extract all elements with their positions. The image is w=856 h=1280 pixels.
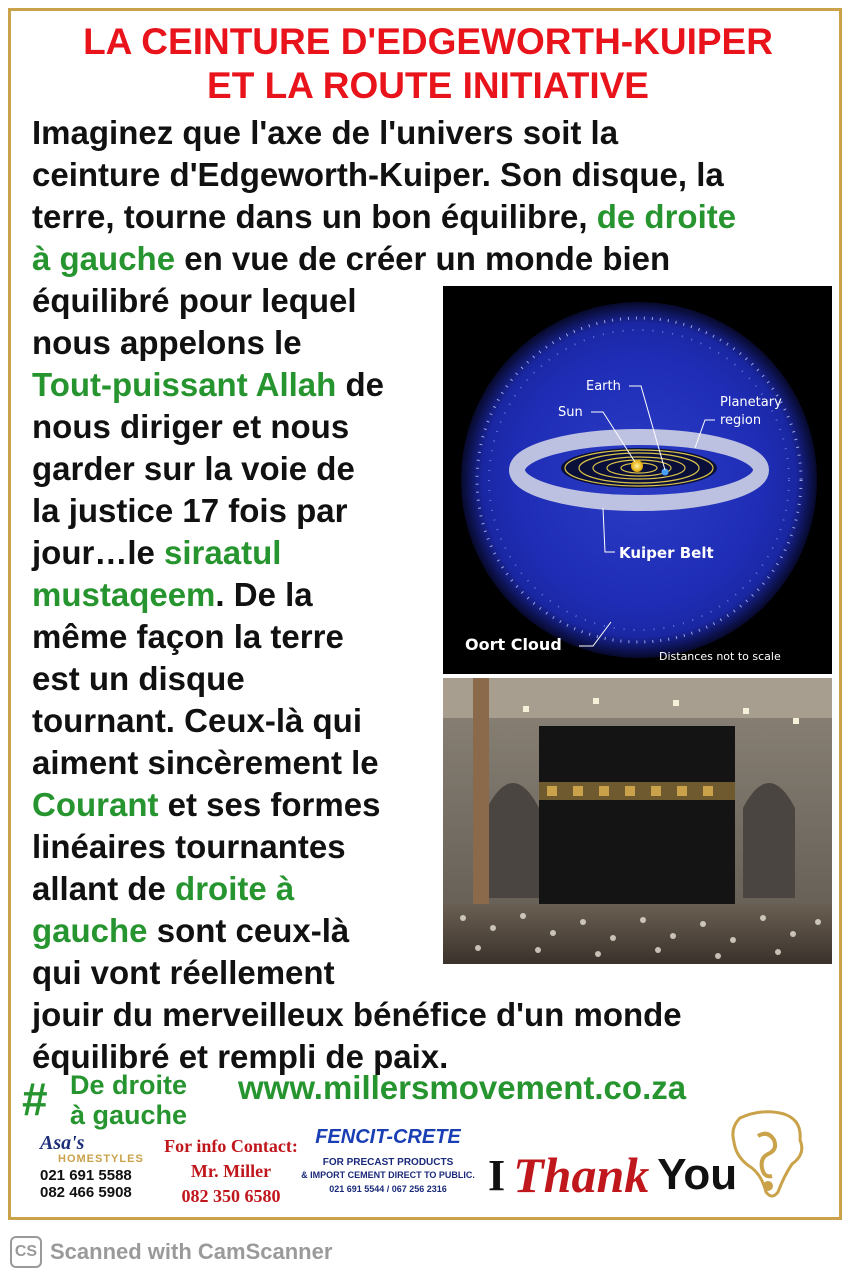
planetary-label: Planetary bbox=[720, 395, 782, 410]
kaaba bbox=[539, 726, 735, 914]
crowd bbox=[443, 904, 832, 964]
fencit-line-1: FOR PRECAST PRODUCTS bbox=[322, 1157, 454, 1168]
fencit-title: FENCIT-CRETE bbox=[315, 1126, 461, 1148]
contact-name: Mr. Miller bbox=[190, 1161, 272, 1181]
left-line: gauche sont ceux-là bbox=[32, 912, 350, 949]
africa-logo-icon bbox=[722, 1106, 810, 1204]
sun-label: Sun bbox=[558, 405, 583, 420]
website-link[interactable]: www.millersmovement.co.za bbox=[238, 1069, 687, 1106]
hashtag-line-1: De droite bbox=[70, 1070, 188, 1100]
asas-phone-1: 021 691 5588 bbox=[40, 1167, 132, 1184]
asas-logo: Asa's bbox=[40, 1132, 85, 1154]
left-line: Tout-puissant Allah de bbox=[32, 366, 385, 403]
camscanner-text: Scanned with CamScanner bbox=[50, 1239, 333, 1264]
scale-note: Distances not to scale bbox=[659, 650, 781, 663]
asas-homestyles-ad bbox=[40, 1132, 160, 1201]
earth-label: Earth bbox=[586, 379, 621, 394]
left-line: garder sur la voie de bbox=[32, 450, 355, 487]
left-line: qui vont réellement bbox=[32, 954, 335, 991]
intro-line: ceinture d'Edgeworth-Kuiper. Son disque, la bbox=[32, 156, 724, 193]
left-line: est un disque bbox=[32, 660, 245, 697]
left-line: tournant. Ceux-là qui bbox=[32, 702, 362, 739]
asas-subtitle: HOMESTYLES bbox=[58, 1153, 144, 1165]
kuiper-belt-illustration bbox=[443, 286, 832, 674]
asas-phone-2: 082 466 5908 bbox=[40, 1184, 132, 1201]
thank-word: Thank bbox=[513, 1147, 650, 1203]
hashtag-label bbox=[70, 1070, 187, 1130]
kuiper-belt-diagram bbox=[443, 286, 832, 674]
fencit-phone: 021 691 5544 / 067 256 2316 bbox=[329, 1184, 447, 1194]
hashtag-line-2: à gauche bbox=[70, 1100, 188, 1130]
contact-phone: 082 350 6580 bbox=[181, 1186, 281, 1206]
fencit-crete-ad bbox=[300, 1126, 476, 1194]
fencit-line-2: & IMPORT CEMENT DIRECT TO PUBLIC. bbox=[301, 1170, 475, 1180]
left-line: jour…le siraatul bbox=[32, 534, 282, 571]
intro-line: terre, tourne dans un bon équilibre, de droite bbox=[32, 198, 737, 235]
hashtag-symbol: # bbox=[22, 1073, 48, 1125]
left-line: la justice 17 fois par bbox=[32, 492, 348, 529]
title-line-2: ET LA ROUTE INITIATIVE bbox=[207, 65, 649, 106]
left-line: nous diriger et nous bbox=[32, 408, 350, 445]
intro-line: Imaginez que l'axe de l'univers soit la bbox=[32, 114, 619, 151]
outro-line: équilibré et rempli de paix. bbox=[32, 1038, 449, 1075]
thank-you-banner bbox=[488, 1140, 737, 1210]
sun-icon bbox=[631, 460, 643, 472]
camscanner-watermark bbox=[10, 1234, 332, 1270]
title-line-1: LA CEINTURE D'EDGEWORTH-KUIPER bbox=[83, 21, 773, 62]
left-line: même façon la terre bbox=[32, 618, 344, 655]
left-line: allant de droite à bbox=[32, 870, 295, 907]
kaaba-photo bbox=[443, 678, 832, 964]
oort-cloud-label: Oort Cloud bbox=[465, 635, 562, 654]
left-line: équilibré pour lequel bbox=[32, 282, 357, 319]
left-line: Courant et ses formes bbox=[32, 786, 381, 823]
camscanner-logo-icon: CS bbox=[10, 1236, 42, 1268]
left-line: linéaires tournantes bbox=[32, 828, 346, 865]
thank-i: I bbox=[488, 1150, 506, 1200]
contact-info bbox=[162, 1136, 300, 1207]
outro-line: jouir du merveilleux bénéfice d'un monde bbox=[32, 996, 682, 1033]
intro-line: à gauche en vue de créer un monde bien bbox=[32, 240, 671, 277]
contact-label: For info Contact: bbox=[164, 1136, 298, 1156]
left-line: nous appelons le bbox=[32, 324, 302, 361]
thank-you: You bbox=[657, 1150, 738, 1199]
kaaba-illustration bbox=[443, 678, 832, 964]
left-line: aiment sincèrement le bbox=[32, 744, 379, 781]
kuiper-belt-label: Kuiper Belt bbox=[619, 544, 714, 562]
region-label: region bbox=[720, 413, 762, 428]
left-line: mustaqeem. De la bbox=[32, 576, 313, 613]
